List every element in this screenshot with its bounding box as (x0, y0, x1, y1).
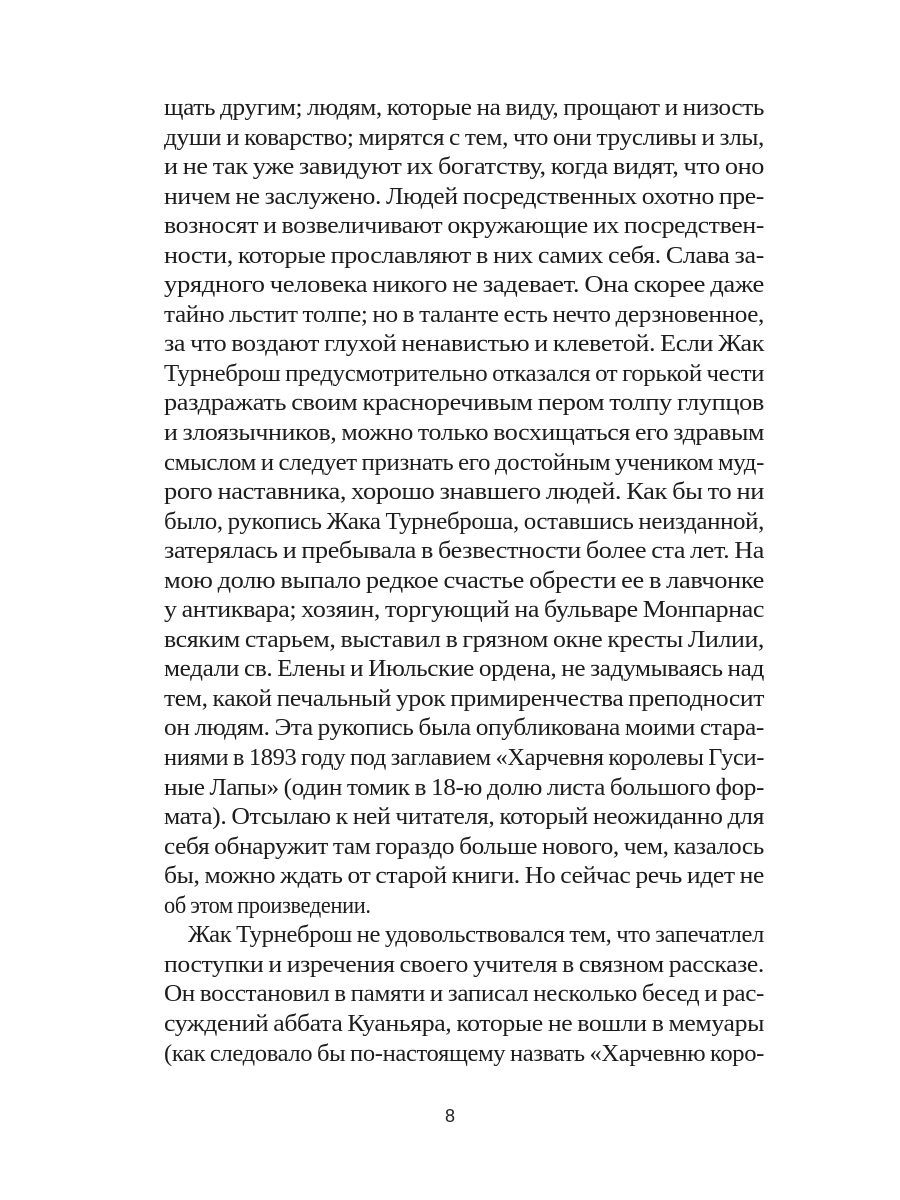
text-line: себя обнаружит там гораздо больше нового, чем, казалось (164, 833, 764, 860)
text-line: (как следовало бы по-настоящему назвать «Харчевню коро- (164, 1040, 764, 1067)
text-line: смыслом и следует признать его достойным учеником муд- (164, 449, 764, 476)
text-line: рого наставника, хорошо знавшего людей. Как бы то ни (164, 479, 764, 506)
text-line: души и коварство; мирятся с тем, что они трусливы и злы, (164, 124, 764, 151)
text-line: Турнеброш предусмотрительно отказался от горькой чести (164, 360, 764, 387)
text-line: тайно льстит толпе; но в таланте есть нечто дерзновенное, (164, 301, 764, 328)
text-line: ниями в 1893 году под заглавием «Харчевня королевы Гуси- (164, 745, 764, 772)
text-line: всяким старьем, выставил в грязном окне кресты Лилии, (164, 626, 764, 653)
text-line: бы, можно ждать от старой книги. Но сейчас речь идет не (164, 863, 764, 890)
text-line: возносят и возвеличивают окружающие их посредствен- (164, 213, 764, 240)
text-line: было, рукопись Жака Турнеброша, оставшись неизданной, (164, 508, 764, 535)
text-line: у антиквара; хозяин, торгующий на бульваре Монпарнас (164, 597, 764, 624)
paragraph-start-line: Жак Турнеброш не удовольствовался тем, что запечатлел (188, 922, 764, 949)
text-line: затерялась и пребывала в безвестности более ста лет. На (164, 538, 764, 565)
text-line: щать другим; людям, которые на виду, прощают и низость (164, 95, 765, 121)
body-text (164, 94, 764, 1069)
text-line: раздражать своим красноречивым пером толпу глупцов (164, 390, 764, 417)
text-line: за что воздают глухой ненавистью и клеветой. Если Жак (164, 331, 764, 358)
text-line: ности, которые прославляют в них самих себя. Слава за- (164, 242, 764, 269)
paragraph-end-line: об этом произведении. (164, 892, 371, 919)
text-line: ничем не заслужено. Людей посредственных охотно пре- (164, 183, 764, 210)
text-line: медали св. Елены и Июльские ордена, не задумываясь над (164, 656, 764, 683)
text-line: урядного человека никого не задевает. Она скорее даже (164, 272, 764, 299)
text-line: ные Лапы» (один томик в 18-ю долю листа большого фор- (164, 774, 764, 801)
text-line: тем, какой печальный урок примиренчества преподносит (164, 685, 764, 712)
text-line: суждений аббата Куаньяра, которые не вошли в мемуары (164, 1010, 764, 1037)
text-line: мата). Отсылаю к ней читателя, который неожиданно для (164, 804, 764, 831)
text-line: он людям. Эта рукопись была опубликована моими стара- (164, 715, 764, 742)
page-number: 8 (444, 1106, 455, 1126)
text-line: мою долю выпало редкое счастье обрести ее в лавчонке (164, 567, 764, 594)
text-line: поступки и изречения своего учителя в связном рассказе. (164, 951, 764, 978)
text-line: и злоязычников, можно только восхищаться его здравым (164, 420, 764, 447)
text-line: Он восстановил в памяти и записал несколько бесед и рас- (164, 981, 764, 1008)
text-line: и не так уже завидуют их богатству, когда видят, что оно (164, 154, 764, 181)
